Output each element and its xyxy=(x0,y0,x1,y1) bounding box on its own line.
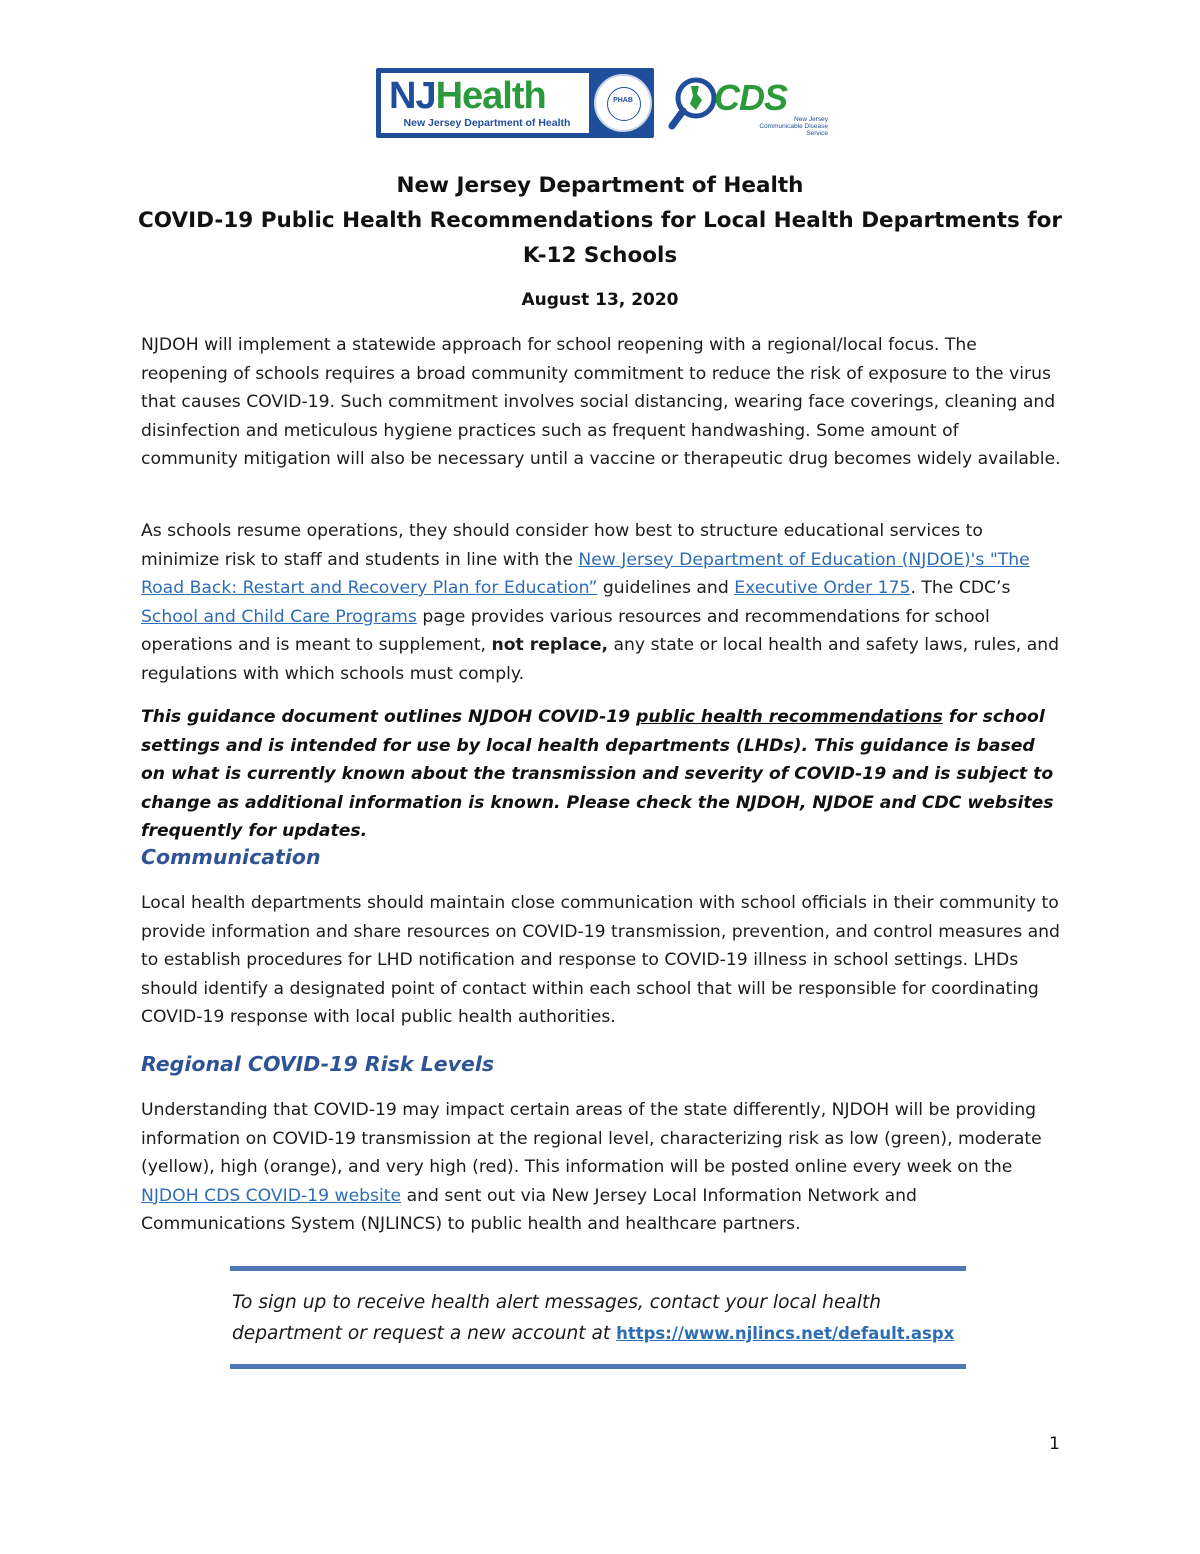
section-heading-risk-levels: Regional COVID-19 Risk Levels xyxy=(141,1052,495,1076)
cds-logo: CDS New Jersey Communicable Disease Service xyxy=(666,74,826,136)
communication-paragraph: Local health departments should maintain close communication with school officials in their community to provide information and share resources on COVID-19 transmission, prevention, and control measures and to establish procedures for LHD notification and response to COVID-19 illness in school settings. LHDs should identify a designated point of contact within each school that will be responsible for coordinating COVID-19 response with local public health authorities. xyxy=(141,893,1060,1027)
title-line-1: New Jersey Department of Health xyxy=(396,173,804,198)
nj-health-logo: NJHealth New Jersey Department of Health PHAB xyxy=(376,68,654,138)
njdoe-road-back-link[interactable]: New Jersey Department of Education (NJDOE)'s "The Road Back: Restart and Recovery Plan for Education” xyxy=(141,549,1030,598)
title-line-2: COVID-19 Public Health Recommendations for Local Health Departments for xyxy=(138,208,1062,233)
document-date: August 13, 2020 xyxy=(521,290,679,310)
phab-seal-icon: PHAB xyxy=(594,74,652,132)
njlincs-link[interactable]: https://www.njlincs.net/default.aspx xyxy=(616,1324,955,1343)
executive-order-175-link[interactable]: Executive Order 175 xyxy=(734,578,911,598)
intro-paragraph: NJDOH will implement a statewide approach for school reopening with a regional/local focus. The reopening of schools requires a broad community commitment to reduce the risk of exposure to the virus that causes COVID-19. Such commitment involves social distancing, wearing face coverings, cleaning and disinfection and meticulous hygiene practices such as frequent handwashing. Some amount of community mitigation will also be necessary until a vaccine or therapeutic drug becomes widely available. xyxy=(141,335,1061,469)
guidance-notice: This guidance document outlines NJDOH COVID-19 public health recommendations for school settings and is intended for use by local health departments (LHDs). This guidance is based on what is currently known about the transmission and severity of COVID-19 and is subject to change as additional information is known. Please check the NJDOH, NJDOE and CDC websites frequently for updates. xyxy=(141,707,1054,841)
callout-bottom-rule xyxy=(230,1364,966,1369)
schools-paragraph: As schools resume operations, they should consider how best to structure educational services to minimize risk to staff and students in line with the New Jersey Department of Education (NJDOE)'s "The Road Back: Restart and Recovery Plan for Education” guidelines and Executive Order 175. The CDC’s School and Child Care Programs page provides various resources and recommendations for school operations and is meant to supplement, not replace, any state or local health and safety laws, rules, and regulations with which schools must comply. xyxy=(141,521,1060,684)
title-line-3: K-12 Schools xyxy=(522,243,678,268)
risk-levels-paragraph: Understanding that COVID-19 may impact certain areas of the state differently, NJDOH will be providing information on COVID-19 transmission at the regional level, characterizing risk as low (green), moderate (yellow), high (orange), and very high (red). This information will be posted online every week on the NJDOH CDS COVID-19 website and sent out via New Jersey Local Information Network and Communications System (NJLINCS) to public health and healthcare partners. xyxy=(141,1100,1042,1234)
document-title xyxy=(100,168,1100,273)
cdc-school-programs-link[interactable]: School and Child Care Programs xyxy=(141,606,417,627)
njdoh-cds-website-link[interactable]: NJDOH CDS COVID-19 website xyxy=(141,1185,402,1206)
section-heading-communication: Communication xyxy=(141,845,321,869)
alert-signup-callout: To sign up to receive health alert messages, contact your local health department or request a new account at https://www.njlincs.net/default.aspx xyxy=(232,1292,955,1344)
header-logos xyxy=(376,68,826,142)
callout-top-rule xyxy=(230,1266,966,1271)
page-number: 1 xyxy=(1049,1434,1060,1454)
